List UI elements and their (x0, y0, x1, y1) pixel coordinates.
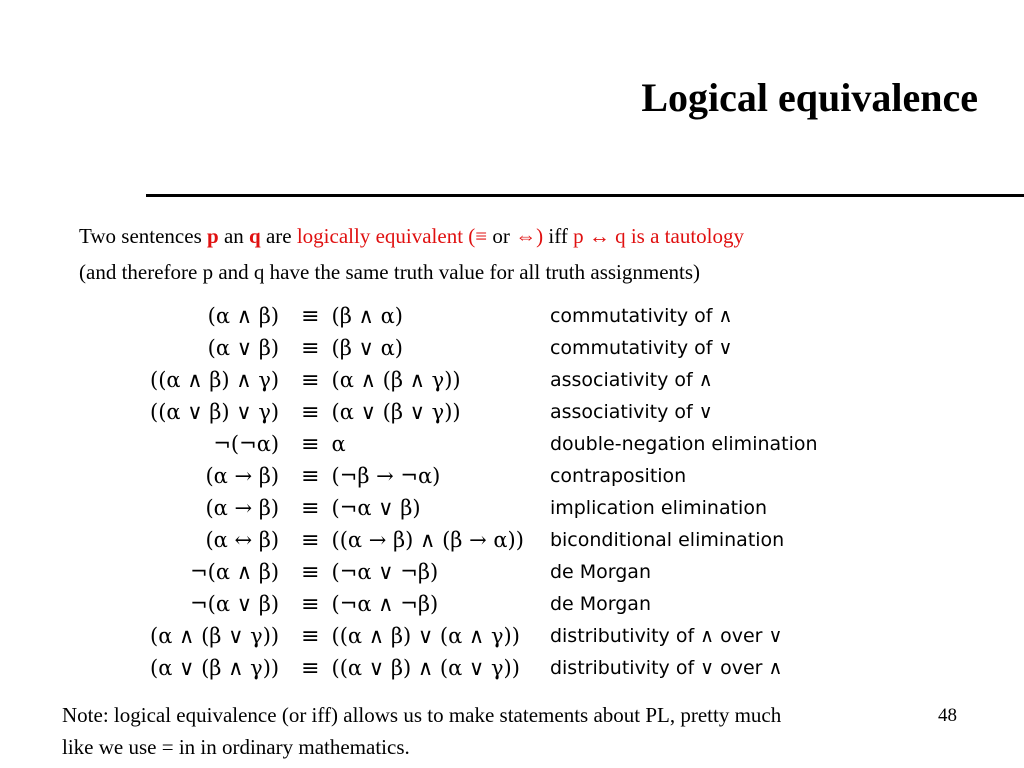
equivalence-lhs: ((α ∧ β) ∧ γ) (150, 368, 280, 392)
equivalence-symbol: ≡ (301, 527, 320, 553)
equivalence-row (150, 492, 818, 524)
note-line-2: like we use = in in ordinary mathematics. (62, 735, 410, 759)
intro-line-2: (and therefore p and q have the same truth value for all truth assignments) (79, 260, 701, 284)
equivalence-row (150, 396, 818, 428)
equivalence-row (150, 620, 818, 652)
equivalence-name: commutativity of ∨ (549, 337, 733, 359)
title-divider (146, 194, 1024, 197)
equivalence-symbol: ≡ (301, 431, 320, 457)
equivalence-rhs: (β ∧ α) (331, 304, 403, 328)
equivalence-row (150, 460, 818, 492)
equivalence-lhs: (α ∨ β) (207, 336, 280, 360)
equivalence-symbol: ≡ (301, 303, 320, 329)
equivalence-symbol: ≡ (301, 495, 320, 521)
iff-symbol: ⇔) (515, 224, 544, 248)
equivalence-name: double-negation elimination (549, 433, 818, 455)
equivalence-row (150, 300, 818, 332)
equivalence-name: contraposition (549, 465, 687, 487)
equivalence-row (150, 556, 818, 588)
equivalence-rhs: ((α ∨ β) ∧ (α ∨ γ)) (331, 656, 520, 680)
equivalence-name: de Morgan (549, 593, 651, 615)
equiv-symbol: ≡ (475, 224, 488, 248)
equivalence-name: implication elimination (549, 497, 767, 519)
equivalence-symbol: ≡ (301, 335, 320, 361)
equivalence-rhs: (¬α ∧ ¬β) (331, 592, 439, 616)
equivalence-name: commutativity of ∧ (549, 305, 733, 327)
equivalence-rhs: (α ∧ (β ∧ γ)) (331, 368, 461, 392)
intro-text: iff (543, 224, 574, 248)
equivalence-lhs: (α ↔ β) (205, 528, 280, 552)
equivalence-name: associativity of ∧ (549, 369, 713, 391)
equivalence-lhs: ¬(α ∨ β) (190, 592, 280, 616)
equivalence-table (150, 300, 818, 684)
equivalence-symbol: ≡ (301, 623, 320, 649)
equivalence-symbol: ≡ (301, 591, 320, 617)
equivalence-symbol: ≡ (301, 367, 320, 393)
equivalence-row (150, 588, 818, 620)
var-q: q (249, 224, 261, 248)
equivalence-lhs: (α → β) (205, 464, 280, 488)
equivalence-lhs: (α ∨ (β ∧ γ)) (150, 656, 280, 680)
intro-text: Two sentences (79, 224, 207, 248)
equivalence-row (150, 652, 818, 684)
note-line-1: Note: logical equivalence (or iff) allows us to make statements about PL, pretty much (62, 703, 782, 727)
tautology-condition: p ↔ q is a tautology (573, 224, 744, 248)
equivalence-symbol: ≡ (301, 399, 320, 425)
intro-text: or (487, 224, 516, 248)
intro-line-1 (79, 224, 744, 249)
equivalence-lhs: ¬(α ∧ β) (190, 560, 280, 584)
equivalence-lhs: (α ∧ β) (207, 304, 280, 328)
intro-text: an (218, 224, 250, 248)
equivalence-rhs: (¬α ∨ ¬β) (331, 560, 439, 584)
equivalence-row (150, 332, 818, 364)
equivalence-row (150, 524, 818, 556)
equivalence-rhs: α (331, 432, 346, 456)
equivalence-row (150, 428, 818, 460)
equivalence-row (150, 364, 818, 396)
equivalence-rhs: (¬β → ¬α) (331, 464, 441, 488)
equivalence-rhs: (β ∨ α) (331, 336, 403, 360)
equivalence-name: distributivity of ∨ over ∧ (549, 657, 783, 679)
equivalence-name: de Morgan (549, 561, 651, 583)
equivalence-rhs: ((α → β) ∧ (β → α)) (331, 528, 524, 552)
page-number: 48 (938, 705, 957, 726)
equivalence-name: biconditional elimination (549, 529, 785, 551)
equivalence-name: associativity of ∨ (549, 401, 713, 423)
equivalence-lhs: ¬(¬α) (213, 432, 280, 456)
equivalence-symbol: ≡ (301, 463, 320, 489)
intro-text: are (260, 224, 297, 248)
definition-term: logically equivalent ( (296, 224, 476, 248)
equivalence-symbol: ≡ (301, 655, 320, 681)
equivalence-rhs: (¬α ∨ β) (331, 496, 421, 520)
var-p: p (207, 224, 219, 248)
equivalence-lhs: ((α ∨ β) ∨ γ) (150, 400, 280, 424)
slide-title: Logical equivalence (641, 75, 978, 120)
equivalence-rhs: ((α ∧ β) ∨ (α ∧ γ)) (331, 624, 520, 648)
equivalence-rhs: (α ∨ (β ∨ γ)) (331, 400, 461, 424)
equivalence-name: distributivity of ∧ over ∨ (549, 625, 783, 647)
equivalence-lhs: (α ∧ (β ∨ γ)) (150, 624, 280, 648)
equivalence-symbol: ≡ (301, 559, 320, 585)
equivalence-lhs: (α → β) (205, 496, 280, 520)
